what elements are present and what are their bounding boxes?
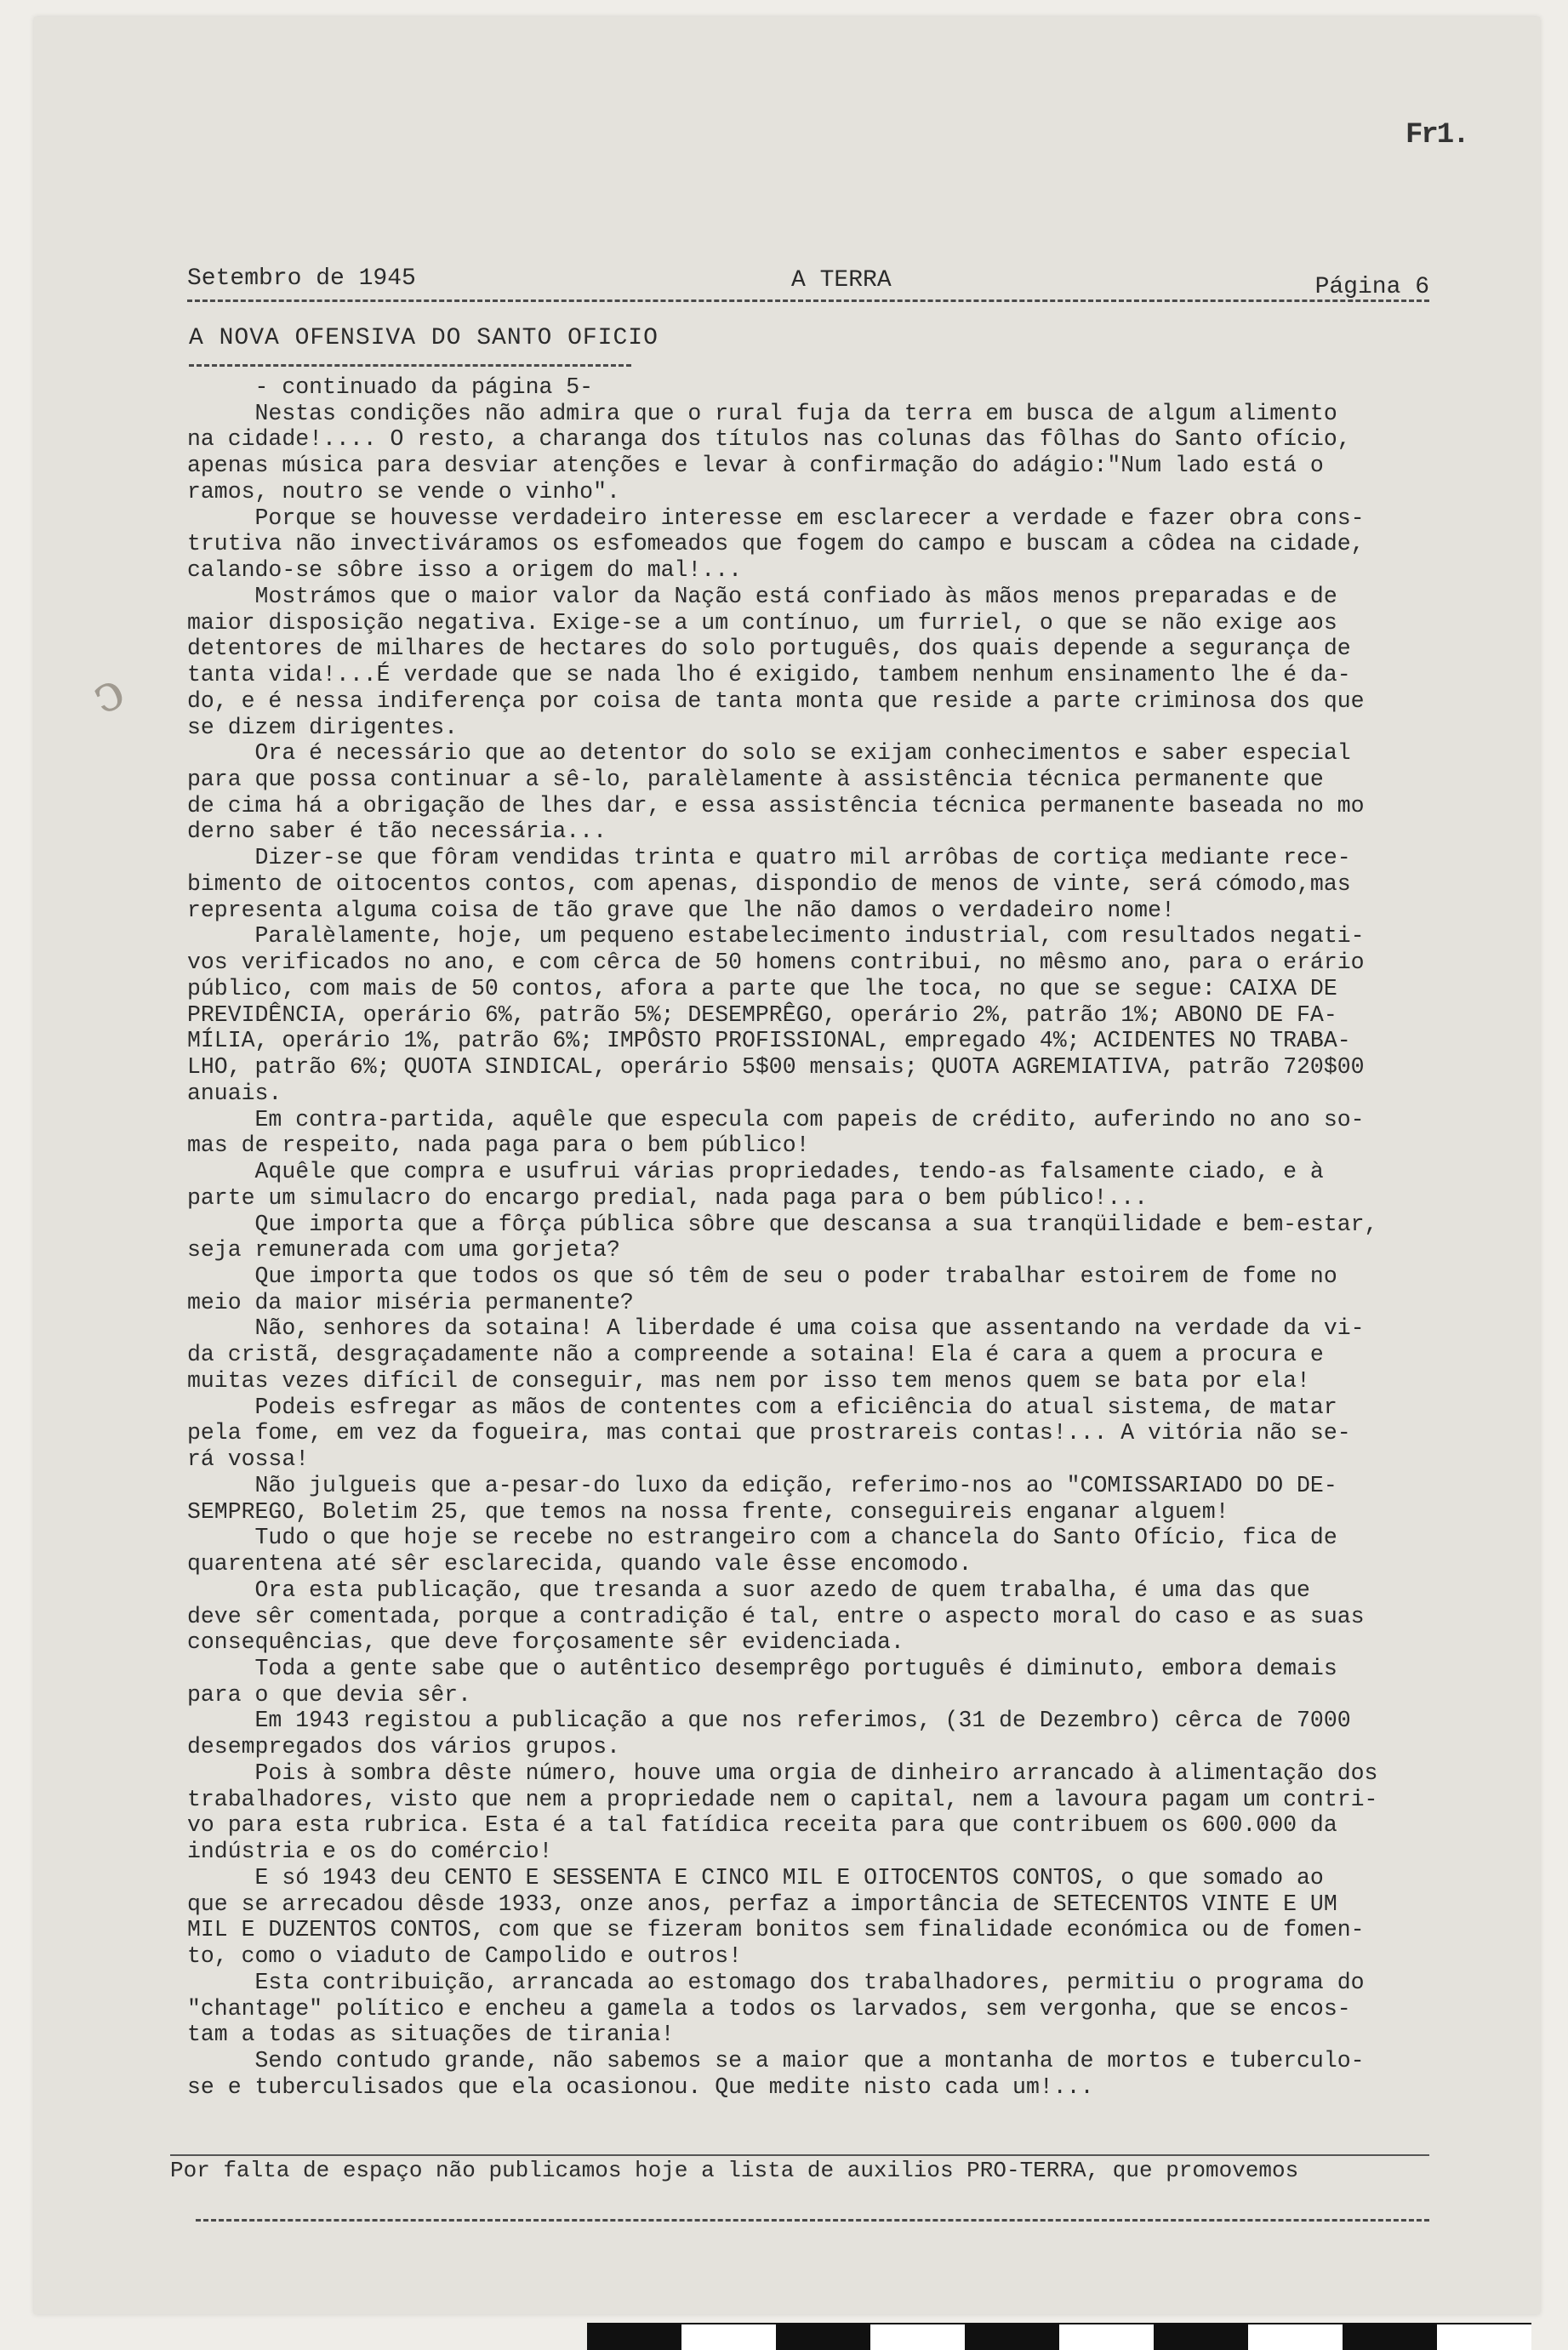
header-paper-title: A TERRA [791,267,892,294]
article-line: Dizer-se que fôram vendidas trinta e quatro mil arrôbas de cortiça mediante rece- [187,845,1351,871]
article-line: deve sêr comentada, porque a contradição é tal, entre o aspecto moral do caso e as suas [187,1603,1365,1629]
article-line: Em contra-partida, aquêle que especula com papeis de crédito, auferindo no ano so- [187,1106,1365,1132]
article-line: indústria e os do comércio! [187,1839,553,1865]
article-line: de cima há a obrigação de lhes dar, e essa assistência técnica permanente baseada no mo [187,792,1365,819]
article-line: se e tuberculisados que ela ocasionou. Que medite nisto cada um!... [187,2073,1094,2100]
article-line: E só 1943 deu CENTO E SESSENTA E CINCO MIL E OITOCENTOS CONTOS, o que somado ao [187,1864,1324,1891]
article-line: PREVIDÊNCIA, operário 6%, patrão 5%; DESEMPRÊGO, operário 2%, patrão 1%; ABONO DE FA- [187,1001,1337,1028]
article-line: bimento de oitocentos contos, com apenas, dispondio de menos de vinte, será cómodo,mas [187,870,1351,897]
article-line: tam a todas as situações de tirania! [187,2022,675,2048]
title-underline [189,364,631,367]
article-line: vo para esta rubrica. Esta é a tal fatídica receita para que contribuem os 600.000 da [187,1812,1337,1839]
article-line: MIL E DUZENTOS CONTOS, com que se fizeram bonitos sem finalidade económica ou de fomen- [187,1917,1365,1943]
document-page [34,17,1540,2314]
article-line: to, como o viaduto de Campolido e outros! [187,1943,743,1970]
header-divider [187,299,1429,302]
article-line: que se arrecadou dêsde 1933, onze anos, perfaz a importância de SETECENTOS VINTE E UM [187,1891,1337,1917]
article-line: muitas vezes difícil de conseguir, mas nem por isso tem menos quem se bata por ela! [187,1367,1310,1394]
article-line: mas de respeito, nada paga para o bem público! [187,1132,810,1159]
article-line: Em 1943 registou a publicação a que nos referimos, (31 de Dezembro) cêrca de 7000 [187,1708,1351,1734]
article-line: anuais. [187,1080,282,1106]
article-line: do, e é nessa indiferença por coisa de tanta monta que reside a parte criminosa dos que [187,687,1365,714]
article-line: detentores de milhares de hectares do solo português, dos quais depende a segurança de [187,636,1351,662]
article-line: derno saber é tão necessária... [187,819,607,845]
pencil-mark: ↄ [82,660,134,727]
article-line: na cidade!.... O resto, a charanga dos títulos nas colunas das fôlhas do Santo ofício, [187,426,1351,453]
article-line: Toda a gente sabe que o autêntico desemprêgo português é diminuto, embora demais [187,1655,1337,1681]
article-line: Sendo contudo grande, não sabemos se a maior que a montanha de mortos e tuberculo- [187,2048,1365,2073]
article-line: ramos, noutro se vende o vinho". [187,478,620,505]
footer-note: Por falta de espaço não publicamos hoje a lista de auxilios PRO-TERRA, que promovemos [170,2158,1299,2183]
article-line: trutiva não invectiváramos os esfomeados que fogem do campo e buscam a côdea na cidade, [187,531,1365,557]
article-body [187,374,1463,2119]
article-line: Ora esta publicação, que tresanda a suor azedo de quem trabalha, é uma das que [187,1577,1310,1603]
article-line: Ora é necessário que ao detentor do solo se exijam conhecimentos e saber especial [187,740,1351,767]
article-line: para que possa continuar a sê-lo, paralèlamente à assistência técnica permanente que [187,767,1324,793]
article-line: MÍLIA, operário 1%, patrão 6%; IMPÔSTO PROFISSIONAL, empregado 4%; ACIDENTES NO TRABA- [187,1028,1351,1054]
article-line: desempregados dos vários grupos. [187,1734,620,1760]
article-line: Esta contribuição, arrancada ao estomago dos trabalhadores, permitiu o programa do [187,1969,1365,1995]
article-line: Nestas condições não admira que o rural fuja da terra em busca de algum alimento [187,400,1337,426]
article-line: - continuado da página 5- [187,374,594,400]
scale-bar [587,2323,1531,2350]
article-line: Pois à sombra dêste número, houve uma orgia de dinheiro arrancado à alimentação dos [187,1760,1378,1786]
article-line: maior disposição negativa. Exige-se a um contínuo, um furriel, o que se não exige aos [187,609,1337,636]
article-line: SEMPREGO, Boletim 25, que temos na nossa frente, conseguireis enganar alguem! [187,1498,1229,1525]
article-line: Aquêle que compra e usufrui várias propriedades, tendo-as falsamente ciado, e à [187,1159,1324,1185]
article-line: para o que devia sêr. [187,1681,471,1708]
article-line: apenas música para desviar atenções e levar à confirmação do adágio:"Num lado está o [187,453,1324,479]
footer-divider-bottom [196,2219,1429,2222]
article-line: da cristã, desgraçadamente não a compreende a sotaina! Ela é cara a quem a procura e [187,1342,1324,1368]
article-line: Podeis esfregar as mãos de contentes com a eficiência do atual sistema, de matar [187,1394,1337,1420]
article-title: A NOVA OFENSIVA DO SANTO OFICIO [189,325,659,351]
article-line: vos verificados no ano, e com cêrca de 50 homens contribui, no mêsmo ano, para o erário [187,950,1365,976]
article-line: Paralèlamente, hoje, um pequeno estabelecimento industrial, com resultados negati- [187,923,1365,950]
page-header [187,255,1429,306]
article-line: público, com mais de 50 contos, afora a parte que lhe toca, no que se segue: CAIXA DE [187,975,1337,1001]
article-line: LHO, patrão 6%; QUOTA SINDICAL, operário 5$00 mensais; QUOTA AGREMIATIVA, patrão 720$00 [187,1054,1365,1081]
article-line: consequências, que deve forçosamente sêr evidenciada. [187,1629,904,1656]
article-line: Tudo o que hoje se recebe no estrangeiro com a chancela do Santo Ofício, fica de [187,1525,1337,1551]
article-line: quarentena até sêr esclarecida, quando vale êsse encomodo. [187,1551,972,1577]
article-line: Mostrámos que o maior valor da Nação está confiado às mãos menos preparadas e de [187,583,1337,609]
article-line: calando-se sôbre isso a origem do mal!... [187,557,743,584]
article-line: Porque se houvesse verdadeiro interesse em esclarecer a verdade e fazer obra cons- [187,505,1365,531]
article-line: se dizem dirigentes. [187,714,459,740]
archive-mark: Fr1. [1405,119,1468,151]
article-line: seja remunerada com uma gorjeta? [187,1237,620,1263]
header-date: Setembro de 1945 [187,265,416,292]
article-line: Que importa que a fôrça pública sôbre que descansa a sua tranqüilidade e bem-estar, [187,1211,1378,1237]
article-line: tanta vida!...É verdade que se nada lho é exigido, tambem nenhum ensinamento lhe é da- [187,662,1351,688]
article-line: parte um simulacro do encargo predial, nada paga para o bem público!... [187,1184,1149,1211]
article-line: meio da maior miséria permanente? [187,1289,634,1315]
article-line: Não, senhores da sotaina! A liberdade é uma coisa que assentando na verdade da vi- [187,1315,1365,1342]
header-page-number: Página 6 [1314,274,1429,300]
article-line: Que importa que todos os que só têm de seu o poder trabalhar estoirem de fome no [187,1263,1337,1289]
article-line: pela fome, em vez da fogueira, mas contai que prostrareis contas!... A vitória não se- [187,1420,1351,1446]
article-line: rá vossa! [187,1446,310,1473]
footer-divider-top [170,2154,1429,2156]
article-line: Não julgueis que a-pesar-do luxo da edição, referimo-nos ao "COMISSARIADO DO DE- [187,1472,1337,1498]
article-line: "chantage" político e encheu a gamela a todos os larvados, sem vergonha, que se encos- [187,1995,1351,2022]
article-line: representa alguma coisa de tão grave que lhe não damos o verdadeiro nome! [187,897,1175,923]
article-line: trabalhadores, visto que nem a propriedade nem o capital, nem a lavoura pagam um contri- [187,1786,1378,1812]
